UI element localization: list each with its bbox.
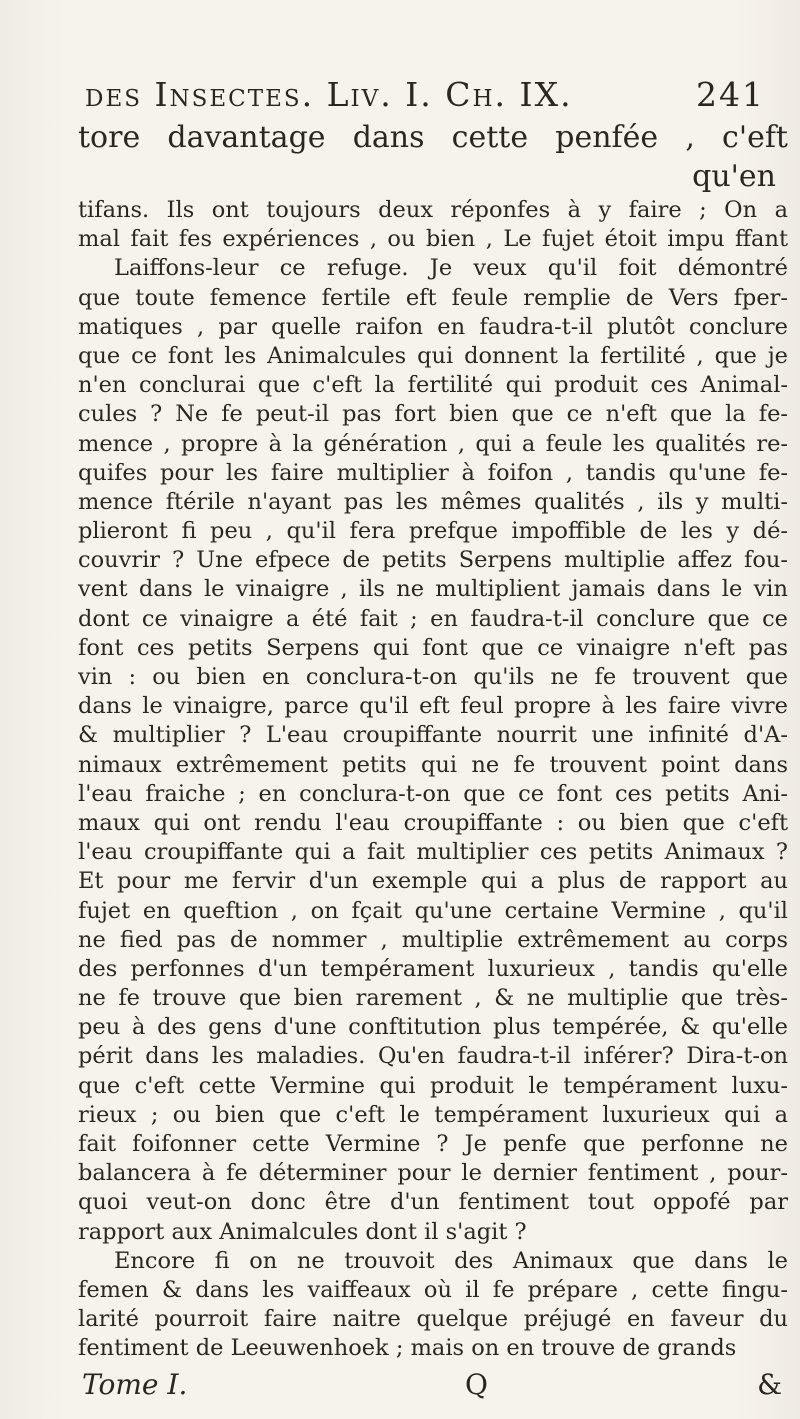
text-line: mal fait fes expériences , ou bien , Le fujet étoit impu ffant	[78, 226, 788, 253]
text-line: Laiffons-leur ce refuge. Je veux qu'il foit démontré	[114, 255, 788, 282]
text-line: couvrir ? Une efpece de petits Serpens multiplie affez fou-	[78, 547, 788, 574]
text-line: font ces petits Serpens qui font que ce vinaigre n'eft pas	[78, 634, 788, 661]
text-line: Et pour me fervir d'un exemple qui a plus de rapport au	[78, 868, 788, 895]
text-line: cules ? Ne fe peut-il pas fort bien que ce n'eft que la fe-	[78, 401, 788, 428]
text-line: femen & dans les vaiffeaux où il fe prépare , cette fingu-	[78, 1276, 788, 1303]
text-line: Encore fi on ne trouvoit des Animaux que dans le	[114, 1247, 788, 1274]
text-line: dont ce vinaigre a été fait ; en faudra-t-il conclure que ce	[78, 605, 788, 632]
text-line: vent dans le vinaigre , ils ne multiplient jamais dans le vin	[78, 576, 788, 603]
text-line: que ce font les Animalcules qui donnent la fertilité , que je	[78, 342, 788, 369]
text-line: rieux ; ou bien que c'eft le tempérament luxurieux qui a	[78, 1101, 788, 1128]
text-line: que toute femence fertile eft feule remplie de Vers fper-	[78, 284, 788, 311]
text-line: que c'eft cette Vermine qui produit le tempérament luxu-	[78, 1072, 788, 1099]
text-line: tore davantage dans cette penfée , c'eft	[78, 120, 788, 155]
text-line: périt dans les maladies. Qu'en faudra-t-il inférer? Dira-t-on	[78, 1043, 788, 1070]
page-number: 241	[696, 75, 765, 114]
text-line: peu à des gens d'une conftitution plus tempérée, & qu'elle	[78, 1014, 788, 1041]
page-header	[85, 75, 775, 115]
volume-label: Tome I.	[82, 1368, 188, 1401]
text-line: balancera à fe déterminer pour le dernier fentiment , pour-	[78, 1160, 788, 1187]
text-line: mence ftérile n'ayant pas les mêmes qualités , ils y multi-	[78, 488, 788, 515]
text-line: mence , propre à la génération , qui a feule les qualités re-	[78, 430, 788, 457]
text-line: dans le vinaigre, parce qu'il eft feul propre à les faire vivre	[78, 693, 788, 720]
text-line: larité pourroit faire naitre quelque préjugé en faveur du	[78, 1306, 788, 1333]
text-line: fujet en queftion , on fçait qu'une certaine Vermine , qu'il	[78, 897, 788, 924]
text-line: rapport aux Animalcules dont il s'agit ?	[78, 1218, 527, 1245]
signature-mark: Q	[465, 1368, 488, 1401]
page-footer	[82, 1368, 782, 1402]
text-line: nimaux extrêmement petits qui ne fe trouvent point dans	[78, 751, 788, 778]
text-line: fentiment de Leeuwenhoek ; mais on en trouve de grands	[78, 1335, 737, 1362]
text-line: vin : ou bien en conclura-t-on qu'ils ne fe trouvent que	[78, 664, 788, 690]
text-line: & multiplier ? L'eau croupiffante nourrit une infinité d'A-	[78, 722, 788, 749]
text-line: matiques , par quelle raifon en faudra-t-il plutôt conclure	[78, 313, 788, 340]
text-line: n'en conclurai que c'eft la fertilité qui produit ces Animal-	[78, 372, 788, 399]
text-line: des perfonnes d'un tempérament luxurieux , tandis qu'elle	[78, 955, 788, 982]
text-line: l'eau fraiche ; en conclura-t-on que ce font ces petits Ani-	[78, 780, 788, 807]
text-line: ne fe trouve que bien rarement , & ne multiplie que très-	[78, 985, 788, 1012]
text-line: ne fied pas de nommer , multiplie extrêmement au corps	[78, 926, 788, 953]
text-line: quifes pour les faire multiplier à foifon , tandis qu'une fe-	[78, 459, 788, 486]
text-line: l'eau croupiffante qui a fait multiplier ces petits Animaux ?	[78, 839, 788, 866]
catchword: &	[757, 1368, 782, 1401]
body-text	[78, 118, 788, 1364]
text-line: fait foifonner cette Vermine ? Je penfe que perfonne ne	[78, 1131, 788, 1157]
text-line: qu'en	[692, 159, 776, 194]
text-line: tifans. Ils ont toujours deux réponfes à y faire ; On a	[78, 197, 788, 223]
text-line: plieront fi peu , qu'il fera prefque impoffible de les y dé-	[78, 518, 788, 545]
running-title: des Insectes. Liv. I. Ch. IX.	[85, 75, 573, 114]
text-line: maux qui ont rendu l'eau croupiffante : ou bien que c'eft	[78, 809, 788, 836]
text-line: quoi veut-on donc être d'un fentiment tout oppofé par	[78, 1189, 788, 1216]
